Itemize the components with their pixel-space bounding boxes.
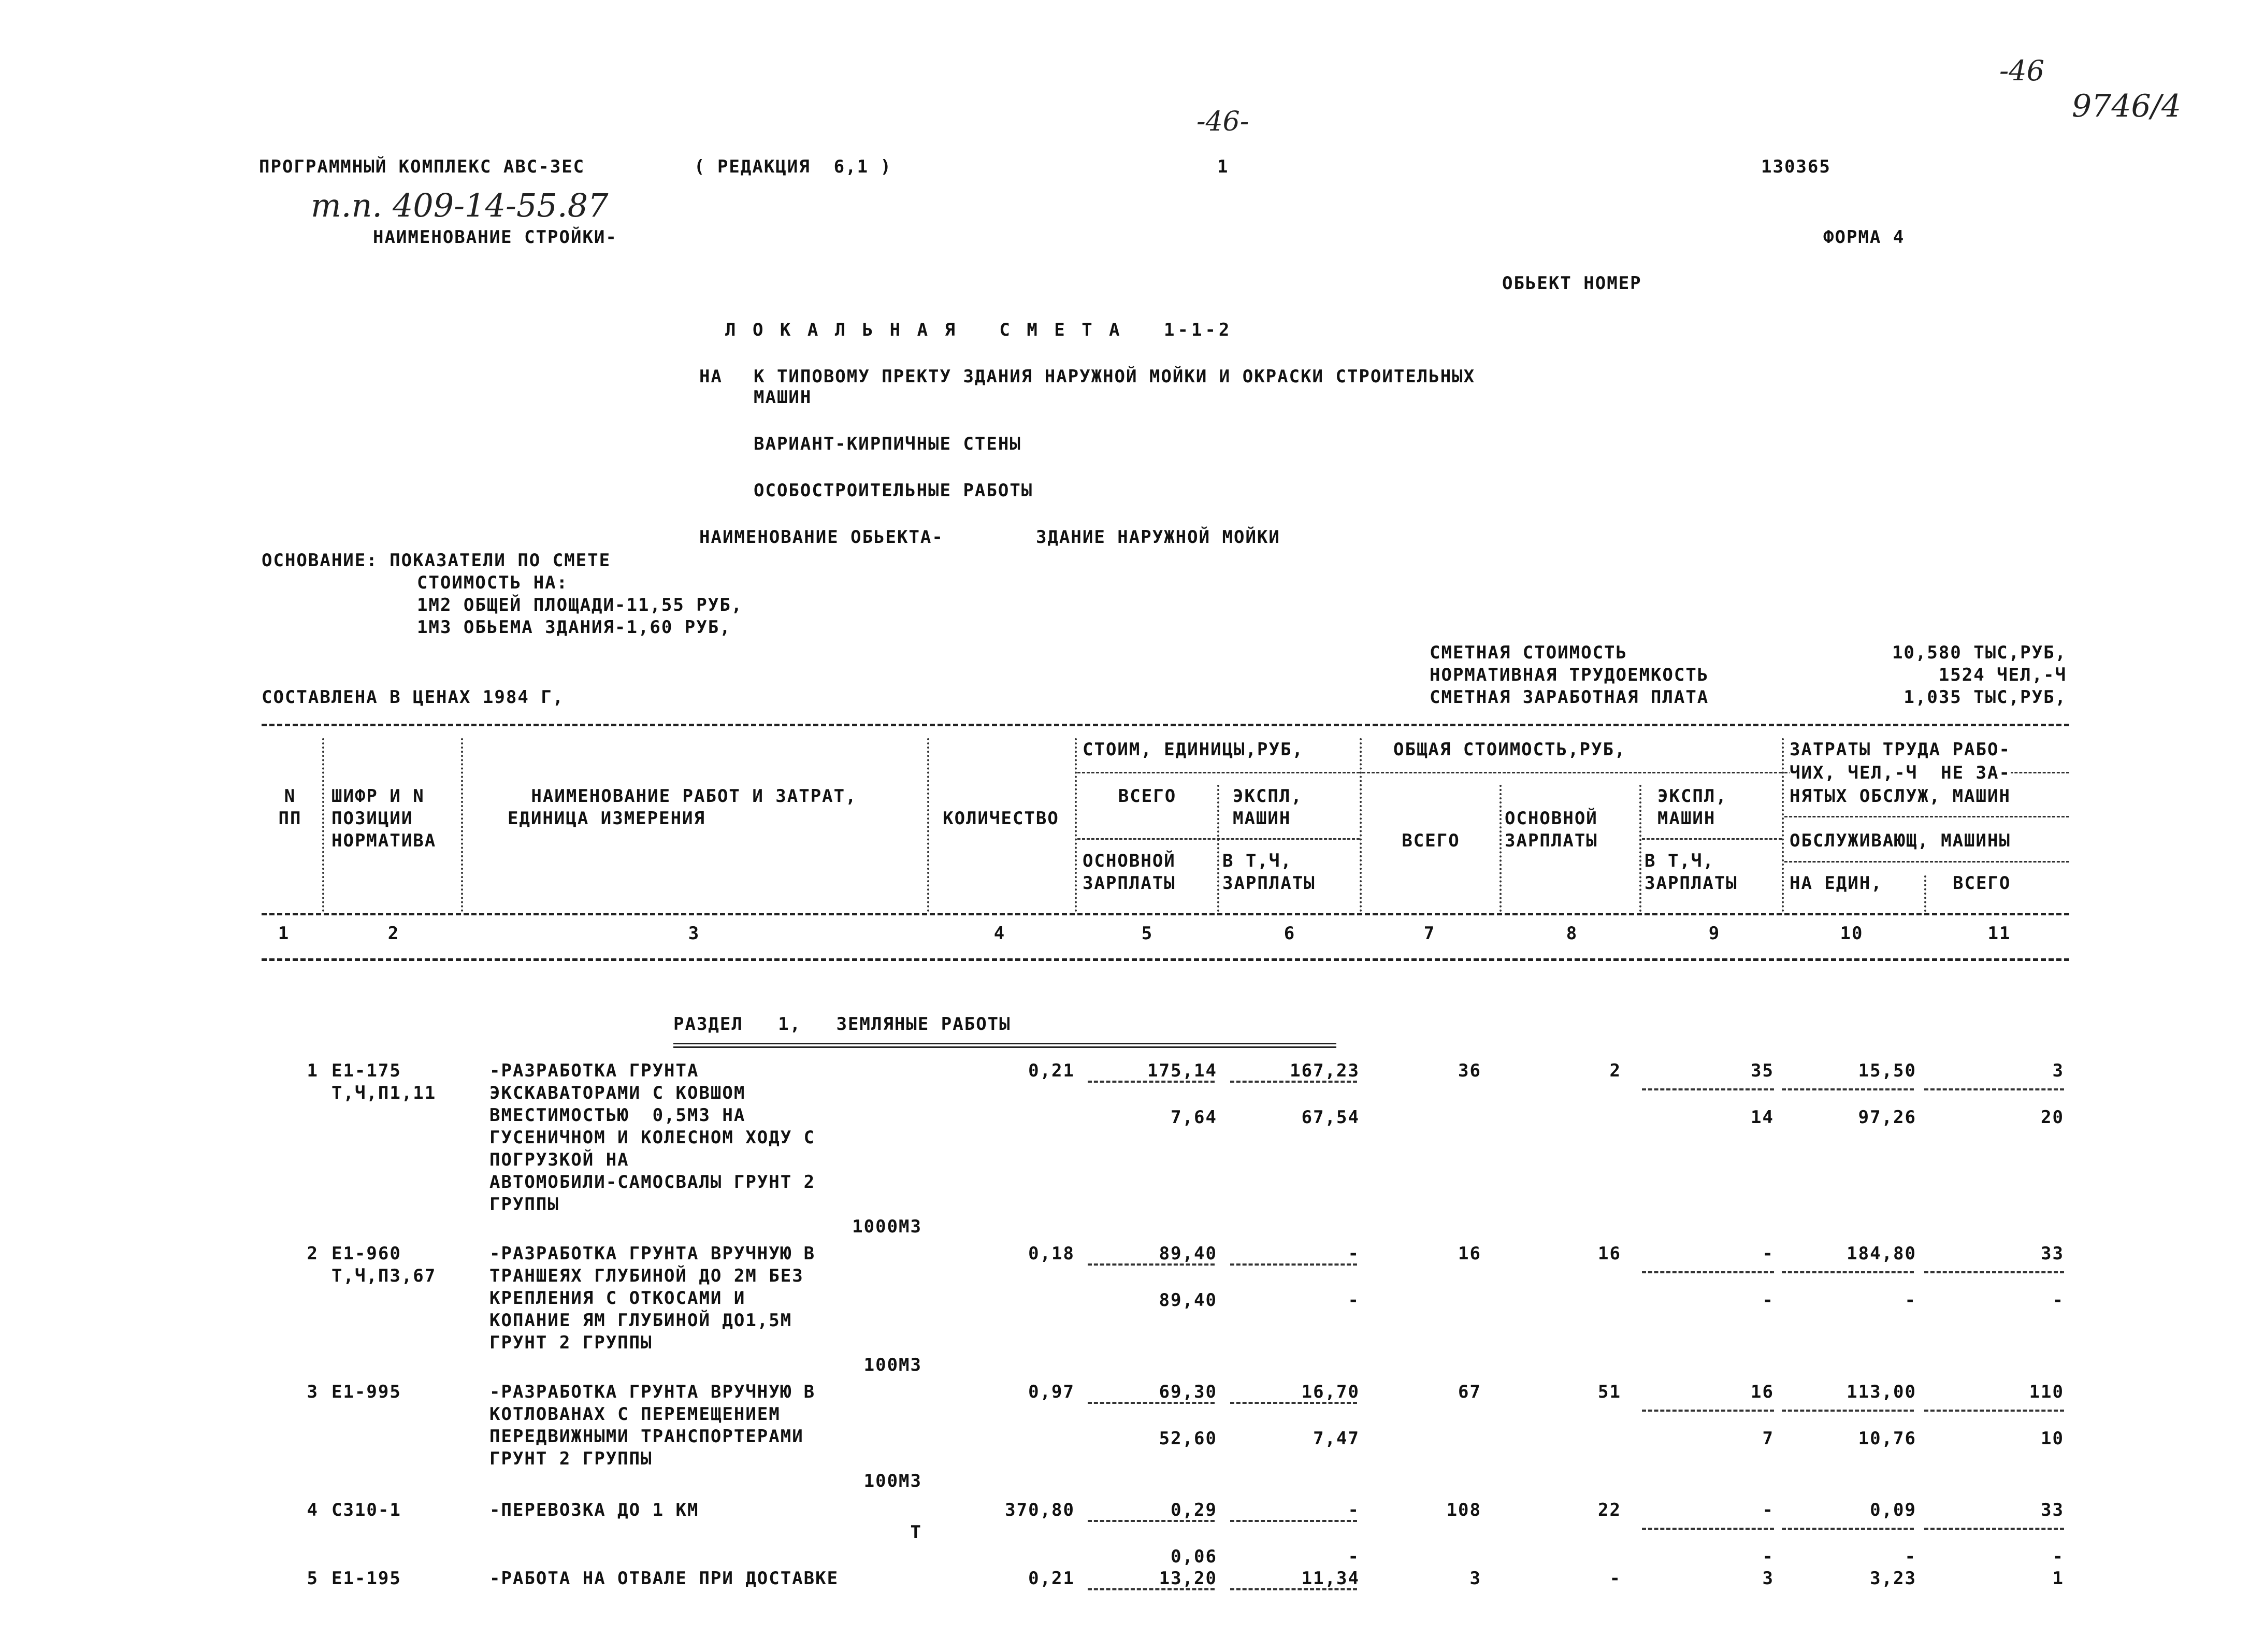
- hdr-c1-line1: N: [284, 786, 296, 807]
- row-total: 108: [1446, 1500, 1481, 1520]
- row-unit-machine: 11,34: [1301, 1568, 1360, 1589]
- row-subrule: [1088, 1263, 1215, 1266]
- row-code: Е1-995: [331, 1382, 401, 1402]
- row-subrule: [1782, 1528, 1914, 1530]
- column-number: 6: [1284, 923, 1296, 944]
- row-description-line: ЭКСКАВАТОРАМИ С КОВШОМ: [489, 1083, 746, 1103]
- row-subrule: [1642, 1410, 1774, 1412]
- column-number: 1: [278, 923, 290, 944]
- column-number: 3: [688, 923, 700, 944]
- na-label: НА: [699, 366, 723, 387]
- table-top-rule: [262, 724, 2069, 726]
- row-total-wages: 22: [1598, 1500, 1621, 1520]
- hdr-unit-cost: СТОИМ, ЕДИНИЦЫ,РУБ,: [1083, 739, 1304, 760]
- row-description-line: АВТОМОБИЛИ-САМОСВАЛЫ ГРУНТ 2: [489, 1172, 816, 1193]
- column-number: 2: [387, 923, 400, 944]
- row-subrule: [1230, 1520, 1357, 1522]
- row-subrule: [1924, 1410, 2064, 1412]
- row-description-line: КОПАНИЕ ЯМ ГЛУБИНОЙ ДО1,5М: [489, 1310, 792, 1331]
- hdr-c9-top-2: МАШИН: [1657, 808, 1716, 829]
- row-unit-wages: 89,40: [1159, 1290, 1217, 1311]
- col-sep-1: [322, 738, 324, 912]
- row-labor-total: 33: [2041, 1500, 2064, 1520]
- row-description-line: -РАЗРАБОТКА ГРУНТА ВРУЧНУЮ В: [489, 1382, 816, 1402]
- row-subrule: [1230, 1402, 1357, 1404]
- row-unit-wages: 7,64: [1171, 1107, 1217, 1128]
- row-labor-per-unit: 3,23: [1870, 1568, 1916, 1589]
- hdr-c4: КОЛИЧЕСТВО: [943, 808, 1059, 829]
- row-subrule: [1924, 1528, 2064, 1530]
- row-description-line: ВМЕСТИМОСТЬЮ 0,5М3 НА: [489, 1105, 746, 1126]
- row-code: Е1-175: [331, 1060, 401, 1081]
- hdr-labor-3: НЯТЫХ ОБСЛУЖ, МАШИН: [1790, 786, 2011, 807]
- row-unit-machine-wages: -: [1348, 1546, 1360, 1567]
- row-total-machine: 3: [1762, 1568, 1774, 1589]
- row-unit-machine: -: [1348, 1243, 1360, 1264]
- row-unit: Т: [910, 1522, 922, 1543]
- hdr-c7: ВСЕГО: [1402, 830, 1460, 851]
- hdr-c3-line2: ЕДИНИЦА ИЗМЕРЕНИЯ: [508, 808, 705, 829]
- hdr-c6-top-1: ЭКСПЛ,: [1233, 786, 1303, 807]
- labor-rule-3: [1784, 861, 2069, 863]
- row-unit-machine: 16,70: [1301, 1382, 1360, 1402]
- row-subrule: [1924, 1088, 2064, 1090]
- row-labor-per-unit: 0,09: [1870, 1500, 1916, 1520]
- basis-line-3: 1М2 ОБЩЕЙ ПЛОЩАДИ-11,55 РУБ,: [417, 595, 743, 615]
- row-description-line: ГУСЕНИЧНОМ И КОЛЕСНОМ ХОДУ С: [489, 1127, 816, 1148]
- totals-value-cost: 10,580 ТЫС,РУБ,: [1892, 642, 2067, 663]
- row-labor-per-unit: 184,80: [1847, 1243, 1916, 1264]
- totals-value-wages: 1,035 ТЫС,РУБ,: [1904, 687, 2067, 708]
- column-number: 10: [1840, 923, 1864, 944]
- col-sep-4: [1075, 738, 1077, 912]
- row-labor-total: 33: [2041, 1243, 2064, 1264]
- row-subrule: [1088, 1081, 1215, 1083]
- row-subrule: [1642, 1271, 1774, 1273]
- row-total: 36: [1458, 1060, 1481, 1081]
- row-subrule: [1088, 1588, 1215, 1590]
- row-total: 16: [1458, 1243, 1481, 1264]
- basis-line-2: СТОИМОСТЬ НА:: [417, 572, 569, 593]
- row-total-machine: 16: [1751, 1382, 1774, 1402]
- row-quantity: 0,21: [1028, 1060, 1075, 1081]
- row-total-wages: 51: [1598, 1382, 1621, 1402]
- row-description-line: -РАБОТА НА ОТВАЛЕ ПРИ ДОСТАВКЕ: [489, 1568, 839, 1589]
- row-code: Е1-960: [331, 1243, 401, 1264]
- column-number: 8: [1566, 923, 1578, 944]
- row-machine-wages: 14: [1751, 1107, 1774, 1128]
- totals-label-labor: НОРМАТИВНАЯ ТРУДОЕМКОСТЬ: [1430, 665, 1709, 685]
- row-description-line: КОТЛОВАНАХ С ПЕРЕМЕЩЕНИЕМ: [489, 1404, 781, 1425]
- hdr-c6-bottom-2: ЗАРПЛАТЫ: [1222, 873, 1316, 894]
- row-labor-per-unit: 113,00: [1847, 1382, 1916, 1402]
- col-sep-9: [1782, 738, 1784, 912]
- object-label: НАИМЕНОВАНИЕ ОБЬЕКТА-: [699, 527, 944, 548]
- hdr-c8-2: ЗАРПЛАТЫ: [1505, 830, 1598, 851]
- row-subrule: [1088, 1520, 1215, 1522]
- works-type: ОСОБОСТРОИТЕЛЬНЫЕ РАБОТЫ: [754, 480, 1033, 501]
- row-unit-wages: 0,06: [1171, 1546, 1217, 1567]
- row-description-line: ГРУНТ 2 ГРУППЫ: [489, 1332, 653, 1353]
- row-subrule: [1782, 1410, 1914, 1412]
- hdr-labor-2: ЧИХ, ЧЕЛ,-Ч НЕ ЗА-: [1790, 763, 2011, 783]
- col-sep-6: [1360, 738, 1362, 912]
- row-quantity: 0,21: [1028, 1568, 1075, 1589]
- row-machine-wages: -: [1762, 1546, 1774, 1567]
- construction-label: НАИМЕНОВАНИЕ СТРОЙКИ-: [373, 227, 617, 248]
- row-description-line: ТРАНШЕЯХ ГЛУБИНОЙ ДО 2М БЕЗ: [489, 1266, 804, 1286]
- total-cost-rule: [1362, 772, 1782, 773]
- hdr-labor-serving: ОБСЛУЖИВАЮЩ, МАШИНЫ: [1790, 830, 2011, 851]
- row-serving-per-unit: 97,26: [1858, 1107, 1916, 1128]
- row-labor-total: 3: [2052, 1060, 2064, 1081]
- program-name: ПРОГРАММНЫЙ КОМПЛЕКС АВС-3ЕС: [259, 156, 585, 177]
- row-subrule: [1642, 1088, 1774, 1090]
- row-machine-wages: 7: [1762, 1428, 1774, 1449]
- column-numbers-rule-top: [262, 913, 2069, 915]
- section-title: РАЗДЕЛ 1, ЗЕМЛЯНЫЕ РАБОТЫ: [673, 1014, 1011, 1035]
- row-quantity: 0,18: [1028, 1243, 1075, 1264]
- row-code: С310-1: [331, 1500, 401, 1520]
- hdr-c11: ВСЕГО: [1953, 873, 2011, 894]
- c9-mid-rule: [1642, 838, 1782, 840]
- row-labor-total: 110: [2029, 1382, 2064, 1402]
- row-description-line: КРЕПЛЕНИЯ С ОТКОСАМИ И: [489, 1288, 746, 1309]
- row-unit-machine-wages: 67,54: [1301, 1107, 1360, 1128]
- row-total-wages: 2: [1609, 1060, 1621, 1081]
- row-description-line: -РАЗРАБОТКА ГРУНТА: [489, 1060, 699, 1081]
- column-number: 5: [1141, 923, 1153, 944]
- row-subrule: [1782, 1271, 1914, 1273]
- hdr-c5-bottom-1: ОСНОВНОЙ: [1083, 851, 1176, 871]
- hdr-c2-line3: НОРМАТИВА: [331, 830, 437, 851]
- hdr-c8-1: ОСНОВНОЙ: [1505, 808, 1598, 829]
- section-underline: [673, 1043, 1336, 1048]
- page-index: 1: [1217, 156, 1229, 177]
- row-number: 3: [307, 1382, 319, 1402]
- hdr-total-cost: ОБЩАЯ СТОИМОСТЬ,РУБ,: [1393, 739, 1626, 760]
- hdr-labor-1: ЗАТРАТЫ ТРУДА РАБО-: [1790, 739, 2011, 760]
- row-quantity: 0,97: [1028, 1382, 1075, 1402]
- prices-year: СОСТАВЛЕНА В ЦЕНАХ 1984 Г,: [262, 687, 565, 708]
- row-total-wages: 16: [1598, 1243, 1621, 1264]
- row-subrule: [1230, 1263, 1357, 1266]
- labor-rule-2: [1784, 816, 2069, 817]
- object-number: ОБЬЕКТ НОМЕР: [1502, 273, 1642, 294]
- subject-line-1: К ТИПОВОМУ ПРЕКТУ ЗДАНИЯ НАРУЖНОЙ МОЙКИ И ОКРАСКИ СТРОИТЕЛЬНЫХ: [754, 366, 1476, 387]
- row-unit-machine-wages: -: [1348, 1290, 1360, 1311]
- row-description-line: ПЕРЕДВИЖНЫМИ ТРАНСПОРТЕРАМИ: [489, 1426, 804, 1447]
- row-number: 2: [307, 1243, 319, 1264]
- doc-number: 130365: [1761, 156, 1831, 177]
- row-description-line: -РАЗРАБОТКА ГРУНТА ВРУЧНУЮ В: [489, 1243, 816, 1264]
- hdr-c5-top: ВСЕГО: [1118, 786, 1177, 807]
- row-subrule: [1642, 1528, 1774, 1530]
- column-number: 11: [1987, 923, 2011, 944]
- row-unit-total: 175,14: [1147, 1060, 1217, 1081]
- row-subrule: [1924, 1271, 2064, 1273]
- row-number: 1: [307, 1060, 319, 1081]
- row-code-extra: Т,Ч,П1,11: [331, 1083, 437, 1103]
- totals-label-cost: СМЕТНАЯ СТОИМОСТЬ: [1430, 642, 1627, 663]
- handwritten-page-number: -46: [1999, 54, 2044, 87]
- row-subrule: [1230, 1588, 1357, 1590]
- row-code: Е1-195: [331, 1568, 401, 1589]
- row-machine-wages: -: [1762, 1290, 1774, 1311]
- row-subrule: [1230, 1081, 1357, 1083]
- hdr-c2-line2: ПОЗИЦИИ: [331, 808, 413, 829]
- handwritten-doc-code: 9746/4: [2072, 88, 2182, 124]
- row-unit-total: 0,29: [1171, 1500, 1217, 1520]
- basis-line-1: ОСНОВАНИЕ: ПОКАЗАТЕЛИ ПО СМЕТЕ: [262, 550, 611, 571]
- hdr-c1-line2: ПП: [278, 808, 302, 829]
- subject-line-2: МАШИН: [754, 387, 812, 408]
- row-labor-total: 1: [2052, 1568, 2064, 1589]
- row-unit: 100М3: [863, 1471, 922, 1491]
- row-total-machine: -: [1762, 1500, 1774, 1520]
- row-unit-total: 69,30: [1159, 1382, 1217, 1402]
- hdr-c3-line1: НАИМЕНОВАНИЕ РАБОТ И ЗАТРАТ,: [531, 786, 857, 807]
- row-total-machine: -: [1762, 1243, 1774, 1264]
- row-code-extra: Т,Ч,П3,67: [331, 1266, 437, 1286]
- hdr-c6-top-2: МАШИН: [1233, 808, 1291, 829]
- estimate-title: Л О К А Л Ь Н А Я С М Е Т А 1-1-2: [725, 320, 1233, 340]
- column-numbers-rule-bottom: [262, 958, 2069, 961]
- row-unit-machine: 167,23: [1290, 1060, 1360, 1081]
- col-sep-10: [1924, 875, 1926, 912]
- col-sep-5: [1217, 785, 1219, 912]
- col-sep-3: [927, 738, 929, 912]
- row-subrule: [1088, 1402, 1215, 1404]
- hdr-c6-bottom-1: В Т,Ч,: [1222, 851, 1292, 871]
- row-unit: 100М3: [863, 1355, 922, 1375]
- row-serving-total: -: [2052, 1290, 2064, 1311]
- column-number: 7: [1423, 923, 1436, 944]
- hdr-c2-line1: ШИФР И N: [331, 786, 425, 807]
- row-serving-per-unit: -: [1905, 1546, 1916, 1567]
- row-serving-total: 10: [2041, 1428, 2064, 1449]
- row-serving-per-unit: -: [1905, 1290, 1916, 1311]
- row-unit-machine: -: [1348, 1500, 1360, 1520]
- hdr-c9-bottom-1: В Т,Ч,: [1645, 851, 1714, 871]
- row-serving-total: 20: [2041, 1107, 2064, 1128]
- hdr-c5-bottom-2: ЗАРПЛАТЫ: [1083, 873, 1176, 894]
- unit-cost-rule-top: [1077, 772, 1360, 773]
- row-labor-per-unit: 15,50: [1858, 1060, 1916, 1081]
- object-name: ЗДАНИЕ НАРУЖНОЙ МОЙКИ: [1036, 527, 1280, 548]
- basis-line-4: 1М3 ОБЬЕМА ЗДАНИЯ-1,60 РУБ,: [417, 617, 731, 638]
- row-unit-total: 13,20: [1159, 1568, 1217, 1589]
- row-total-wages: -: [1609, 1568, 1621, 1589]
- row-total-machine: 35: [1751, 1060, 1774, 1081]
- row-number: 5: [307, 1568, 319, 1589]
- form-number: ФОРМА 4: [1823, 227, 1905, 248]
- col-sep-8: [1639, 785, 1641, 912]
- row-description-line: ПОГРУЗКОЙ НА: [489, 1150, 629, 1170]
- hdr-c9-top-1: ЭКСПЛ,: [1657, 786, 1727, 807]
- col-sep-7: [1499, 785, 1502, 912]
- unit-cost-rule-mid: [1077, 838, 1360, 840]
- col-sep-2: [461, 738, 463, 912]
- row-description-line: -ПЕРЕВОЗКА ДО 1 КМ: [489, 1500, 699, 1520]
- totals-value-labor: 1524 ЧЕЛ,-Ч: [1938, 665, 2067, 685]
- column-number: 9: [1708, 923, 1721, 944]
- row-quantity: 370,80: [1005, 1500, 1075, 1520]
- row-serving-per-unit: 10,76: [1858, 1428, 1916, 1449]
- handwritten-project-code: т.п. 409-14-55.87: [311, 186, 609, 224]
- column-number: 4: [993, 923, 1006, 944]
- row-total: 3: [1469, 1568, 1481, 1589]
- row-number: 4: [307, 1500, 319, 1520]
- row-description-line: ГРУНТ 2 ГРУППЫ: [489, 1448, 653, 1469]
- hdr-c10: НА ЕДИН,: [1790, 873, 1883, 894]
- variant: ВАРИАНТ-КИРПИЧНЫЕ СТЕНЫ: [754, 434, 1021, 454]
- row-total: 67: [1458, 1382, 1481, 1402]
- row-unit: 1000М3: [852, 1216, 922, 1237]
- row-subrule: [1782, 1088, 1914, 1090]
- row-serving-total: -: [2052, 1546, 2064, 1567]
- row-unit-wages: 52,60: [1159, 1428, 1217, 1449]
- row-unit-total: 89,40: [1159, 1243, 1217, 1264]
- totals-label-wages: СМЕТНАЯ ЗАРАБОТНАЯ ПЛАТА: [1430, 687, 1709, 708]
- handwritten-center-page-number: -46-: [1196, 106, 1249, 137]
- hdr-c9-bottom-2: ЗАРПЛАТЫ: [1645, 873, 1738, 894]
- row-description-line: ГРУППЫ: [489, 1194, 559, 1215]
- edition: ( РЕДАКЦИЯ 6,1 ): [694, 156, 892, 177]
- row-unit-machine-wages: 7,47: [1313, 1428, 1360, 1449]
